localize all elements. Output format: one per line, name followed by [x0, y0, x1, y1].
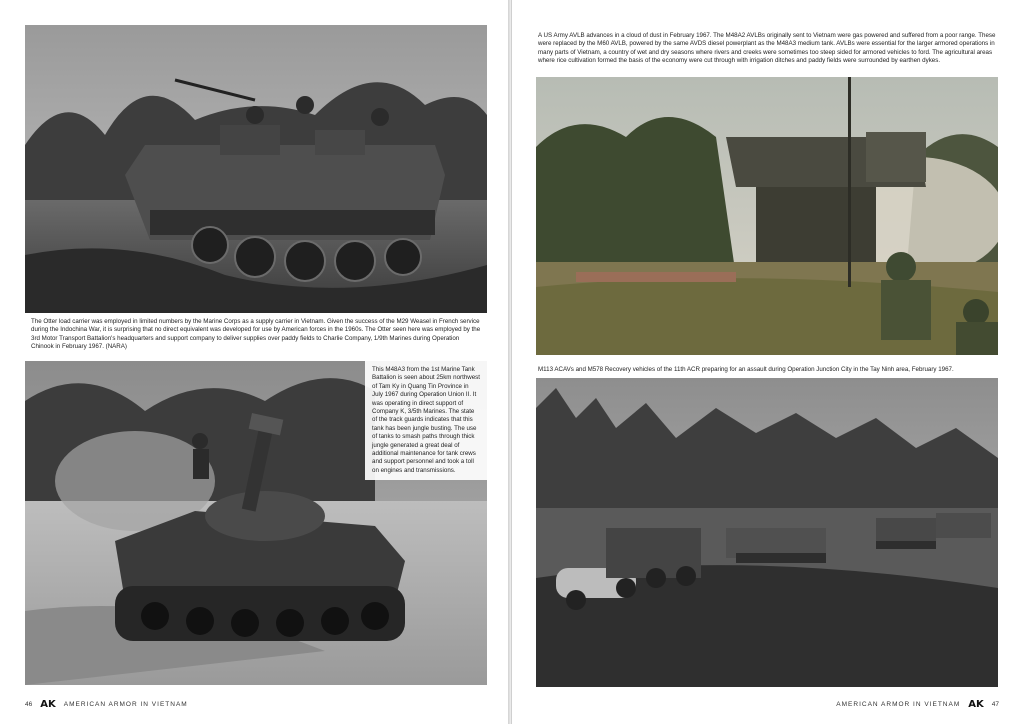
left-running-title: AMERICAN ARMOR IN VIETNAM	[63, 701, 188, 708]
acav-caption	[536, 366, 998, 374]
tank-caption-text: This M48A3 from the 1st Marine Tank Battalion is seen about 25km northwest of Tam Ky in Quang Tin Province in July 1967 during Operation Union II. It was operating in direct support of Company K, 3/5th Marines. The state of the track guards indicates that this tank has been jungle busting. The use of tanks to smash paths through thick jungle generated a great deal of additional maintenance for tank crews and support personnel and took a toll on engines and transmissions.	[372, 366, 481, 474]
otter-photo	[25, 25, 487, 313]
tank-caption	[365, 361, 487, 480]
right-running-title: AMERICAN ARMOR IN VIETNAM	[836, 701, 961, 708]
avlb-photo-image	[536, 77, 998, 355]
right-footer	[836, 699, 999, 710]
otter-caption	[25, 313, 487, 357]
avlb-photo	[536, 77, 998, 355]
avlb-caption-text: A US Army AVLB advances in a cloud of dust in February 1967. The M48A2 AVLBs originally sent to Vietnam were gas powered and suffered from a poor range. These were replaced by the M60 AVLB, powered by the same AVDS diesel powerplant as the M48A3 medium tank. AVLBs were essential for the larger armored operations in many parts of Vietnam, a country of wet and dry seasons where rivers and creeks were sometimes too steep sided for armored vehicles to ford. The agricultural areas where rice cultivation formed the basis of the economy were cut through with irrigation ditches and paddy fields were surrounded by earthen dykes.	[538, 32, 996, 65]
right-page	[512, 0, 1023, 724]
left-footer	[25, 699, 188, 710]
otter-caption-text: The Otter load carrier was employed in limited numbers by the Marine Corps as a supply carrier in Vietnam. Given the success of the M29 Weasel in French service during the Indochina War, it is surprising that no direct equivalent was developed for use by American forces in the 1960s. The Otter seen here was employed by the 3rd Motor Transport Battalion's headquarters and support company to deliver supplies over paddy fields to Charlie Company, 1/9th Marines during Operation Chinook in February 1967. (NARA)	[31, 318, 481, 351]
left-page-number: 46	[25, 701, 33, 708]
left-page	[0, 0, 511, 724]
otter-photo-image	[25, 25, 487, 313]
ak-logo: AK	[40, 699, 56, 710]
ak-logo: AK	[968, 699, 984, 710]
acav-photo-image	[536, 378, 998, 687]
acav-caption-text: M113 ACAVs and M578 Recovery vehicles of the 11th ACR preparing for an assault during Operation Junction City in the Tay Ninh area, February 1967.	[538, 366, 954, 373]
right-page-number: 47	[991, 701, 999, 708]
acav-photo	[536, 378, 998, 687]
avlb-caption	[536, 32, 998, 66]
